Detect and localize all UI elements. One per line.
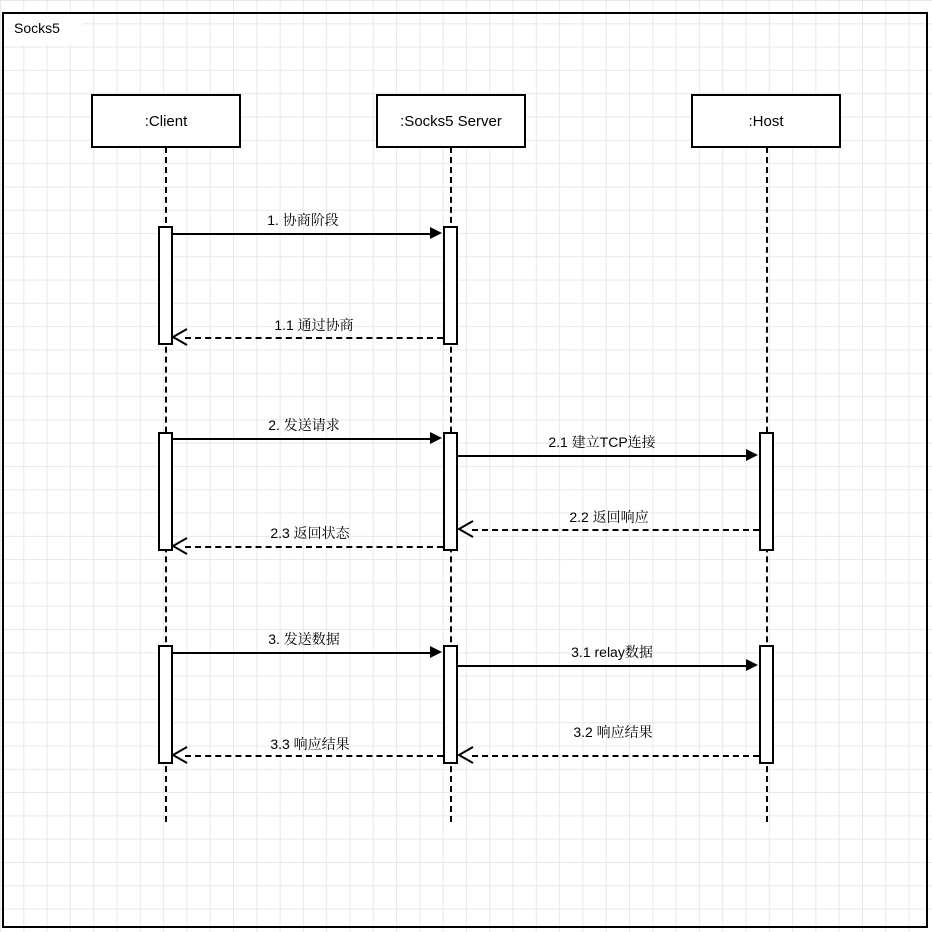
message-line-3 — [173, 652, 431, 654]
message-label-2-3: 2.3 返回状态 — [270, 525, 350, 541]
message-arrow-2 — [430, 432, 442, 444]
diagram-frame-label: Socks5 — [14, 20, 60, 36]
message-label-3-2: 3.2 响应结果 — [573, 724, 653, 740]
message-line-1-1 — [185, 337, 443, 339]
message-label-3: 3. 发送数据 — [268, 631, 340, 647]
participant-client-label: :Client — [144, 112, 188, 130]
message-label-1: 1. 协商阶段 — [267, 212, 339, 228]
message-arrow-1 — [430, 227, 442, 239]
message-line-2-2 — [472, 529, 759, 531]
diagram-frame-tab — [2, 12, 82, 44]
message-label-1-1: 1.1 通过协商 — [274, 317, 354, 333]
activation-host-2 — [759, 432, 774, 551]
participant-client[interactable] — [91, 94, 241, 148]
participant-host[interactable] — [691, 94, 841, 148]
message-label-2-2: 2.2 返回响应 — [569, 509, 649, 525]
message-label-3-1: 3.1 relay数据 — [571, 644, 653, 660]
participant-server[interactable] — [376, 94, 526, 148]
message-arrow-2-1 — [746, 449, 758, 461]
activation-server-3 — [443, 645, 458, 764]
message-line-2-3 — [185, 546, 443, 548]
message-label-3-3: 3.3 响应结果 — [270, 736, 350, 752]
activation-server-1 — [443, 226, 458, 345]
message-line-3-3 — [185, 755, 443, 757]
message-label-2: 2. 发送请求 — [268, 417, 340, 433]
message-arrow-3 — [430, 646, 442, 658]
message-line-3-2 — [472, 755, 759, 757]
message-label-2-1: 2.1 建立TCP连接 — [548, 434, 656, 450]
activation-client-2 — [158, 432, 173, 551]
message-line-1 — [173, 233, 431, 235]
message-line-3-1 — [458, 665, 747, 667]
diagram-frame-border — [2, 12, 928, 928]
message-line-2 — [173, 438, 431, 440]
message-line-2-1 — [458, 455, 747, 457]
message-arrow-3-1 — [746, 659, 758, 671]
participant-server-label: :Socks5 Server — [400, 112, 502, 130]
activation-host-3 — [759, 645, 774, 764]
participant-host-label: :Host — [748, 112, 784, 130]
activation-server-2 — [443, 432, 458, 551]
